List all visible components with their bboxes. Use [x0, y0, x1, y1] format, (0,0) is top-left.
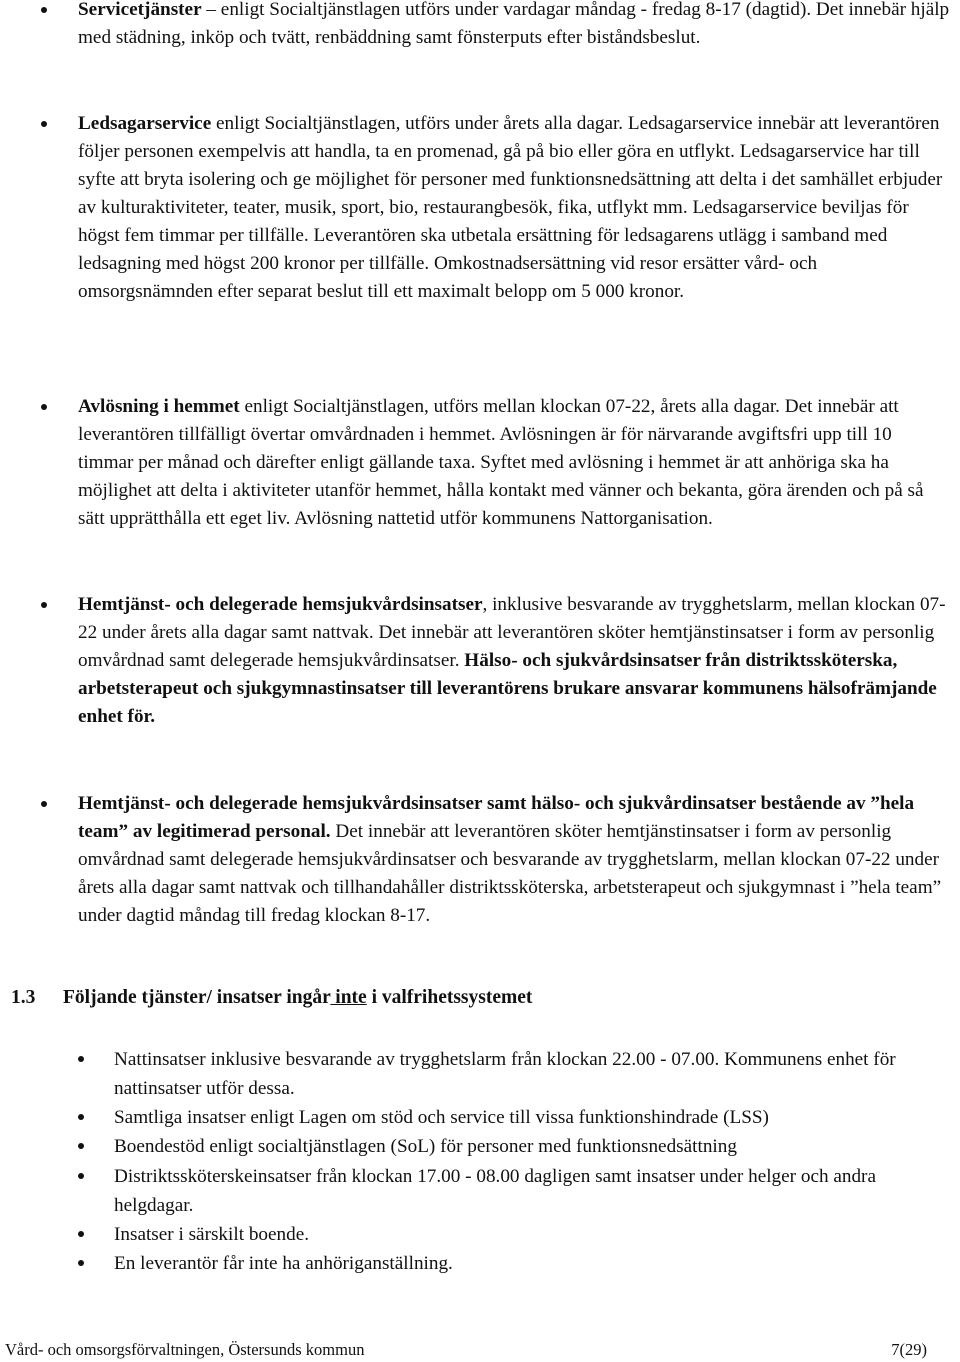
- bullet-icon: [41, 404, 47, 410]
- section-title-before: Följande tjänster/ insatser ingår: [63, 987, 331, 1008]
- item-text: , inklusive besvarande av trygghetslarm, mellan klockan 07-22 under årets alla dagar samt nattvak. Det innebär att leverantören sköter hemtjänstinsatser i form av personlig omvårdnad samt delegerade hemsjukvårdinsatser.: [78, 594, 946, 671]
- bullet-icon: [78, 1231, 84, 1237]
- excluded-item-text: Insatser i särskilt boende.: [114, 1224, 310, 1245]
- bullet-icon: [41, 801, 47, 807]
- page-number: 7(29): [891, 1340, 927, 1359]
- bullet-icon: [78, 1114, 84, 1120]
- list-item-servicetjanster: [78, 0, 950, 52]
- bullet-icon: [41, 121, 47, 127]
- section-title-underlined: inte: [330, 987, 367, 1008]
- item-text: – enligt Socialtjänstlagen utförs under vardagar måndag - fredag 8-17 (dagtid). Det innebär hjälp med städning, inköp och tvätt, renbäddning samt fönsterputs efter biståndsbeslut.: [78, 0, 950, 48]
- list-item-hemtjanst-hela-team: [78, 790, 950, 930]
- excluded-item: [114, 1162, 954, 1220]
- excluded-item-text: Distriktssköterskeinsatser från klockan 17.00 - 08.00 dagligen samt insatser under helger och andra helgdagar.: [114, 1166, 876, 1216]
- item-title: Ledsagarservice: [78, 113, 212, 134]
- bullet-icon: [78, 1260, 84, 1266]
- excluded-item: [114, 1103, 954, 1132]
- excluded-item: [114, 1132, 954, 1161]
- excluded-item: [114, 1045, 954, 1103]
- item-title: Hemtjänst- och delegerade hemsjukvårdsinsatser samt hälso- och sjukvårdinsatser bestående av ”hela team” av legitimerad personal.: [78, 793, 915, 842]
- bullet-icon: [41, 602, 47, 608]
- section-title-after: i valfrihetssystemet: [366, 987, 533, 1008]
- bullet-icon: [78, 1056, 84, 1062]
- excluded-item-text: En leverantör får inte ha anhöriganställning.: [114, 1253, 453, 1274]
- section-number: 1.3: [11, 987, 36, 1008]
- footer-organization: Vård- och omsorgsförvaltningen, Östersunds kommun: [5, 1340, 365, 1359]
- excluded-item: [114, 1220, 954, 1249]
- item-text: enligt Socialtjänstlagen, utförs under årets alla dagar. Ledsagarservice innebär att leverantören följer personen exempelvis att handla, ta en promenad, gå på bio eller göra en utflykt. Ledsagarservice har till syfte att bryta isolering och ge möjlighet för personer med funktionsnedsättning att delta i det samhället erbjuder av kulturaktiviteter, teater, musik, sport, bio, restaurangbesök, fika, utflykt mm. Ledsagarservice beviljas för högst fem timmar per tillfälle. Leverantören ska utbetala ersättning för ledsagarens utlägg i samband med ledsagning med högst 200 kronor per tillfälle. Omkostnadsersättning vid resor ersätter vård- och omsorgsnämnden efter separat beslut till ett maximalt belopp om 5 000 kronor.: [78, 113, 943, 302]
- bullet-icon: [78, 1143, 84, 1149]
- list-item-avlosning: [78, 393, 950, 533]
- bullet-icon: [41, 7, 47, 13]
- section-title: [63, 987, 532, 1009]
- excluded-item-text: Samtliga insatser enligt Lagen om stöd och service till vissa funktionshindrade (LSS): [114, 1107, 769, 1128]
- list-item-hemtjanst: [78, 591, 950, 731]
- item-text: Det innebär att leverantören sköter hemtjänstinsatser i form av personlig omvårdnad samt delegerade hemsjukvårdinsatser och besvarande av trygghetslarm, mellan klockan 07-22 under årets alla dagar samt nattvak och tillhandahåller distriktssköterska, arbetsterapeut och sjukgymnast i ”hela team” under dagtid måndag till fredag klockan 8-17.: [78, 821, 942, 926]
- item-text: enligt Socialtjänstlagen, utförs mellan klockan 07-22, årets alla dagar. Det innebär att leverantören tillfälligt övertar omvårdnaden i hemmet. Avlösningen är för närvarande avgiftsfri upp till 10 timmar per månad och därefter enligt gällande taxa. Syftet med avlösning i hemmet är att anhöriga ska ha möjlighet att delta i aktiviteter utanför hemmet, hålla kontakt med vänner och bekanta, göra ärenden och på så sätt upprätthålla ett eget liv. Avlösning nattetid utför kommunens Nattorganisation.: [78, 396, 924, 529]
- page-footer: [5, 1340, 927, 1360]
- bullet-icon: [78, 1173, 84, 1179]
- list-item-ledsagarservice: [78, 110, 950, 306]
- excluded-item: [114, 1249, 954, 1278]
- item-title: Servicetjänster: [78, 0, 202, 20]
- item-bold-text: Hälso- och sjukvårdsinsatser från distriktssköterska, arbetsterapeut och sjukgymnastinsatser till leverantörens brukare ansvarar kommunens hälsofrämjande enhet för.: [78, 650, 937, 727]
- excluded-item-text: Nattinsatser inklusive besvarande av trygghetslarm från klockan 22.00 - 07.00. Kommunens enhet för nattinsatser utför dessa.: [114, 1049, 896, 1099]
- excluded-item-text: Boendestöd enligt socialtjänstlagen (SoL) för personer med funktionsnedsättning: [114, 1136, 737, 1157]
- item-title: Hemtjänst- och delegerade hemsjukvårdsinsatser: [78, 594, 483, 615]
- item-title: Avlösning i hemmet: [78, 396, 240, 417]
